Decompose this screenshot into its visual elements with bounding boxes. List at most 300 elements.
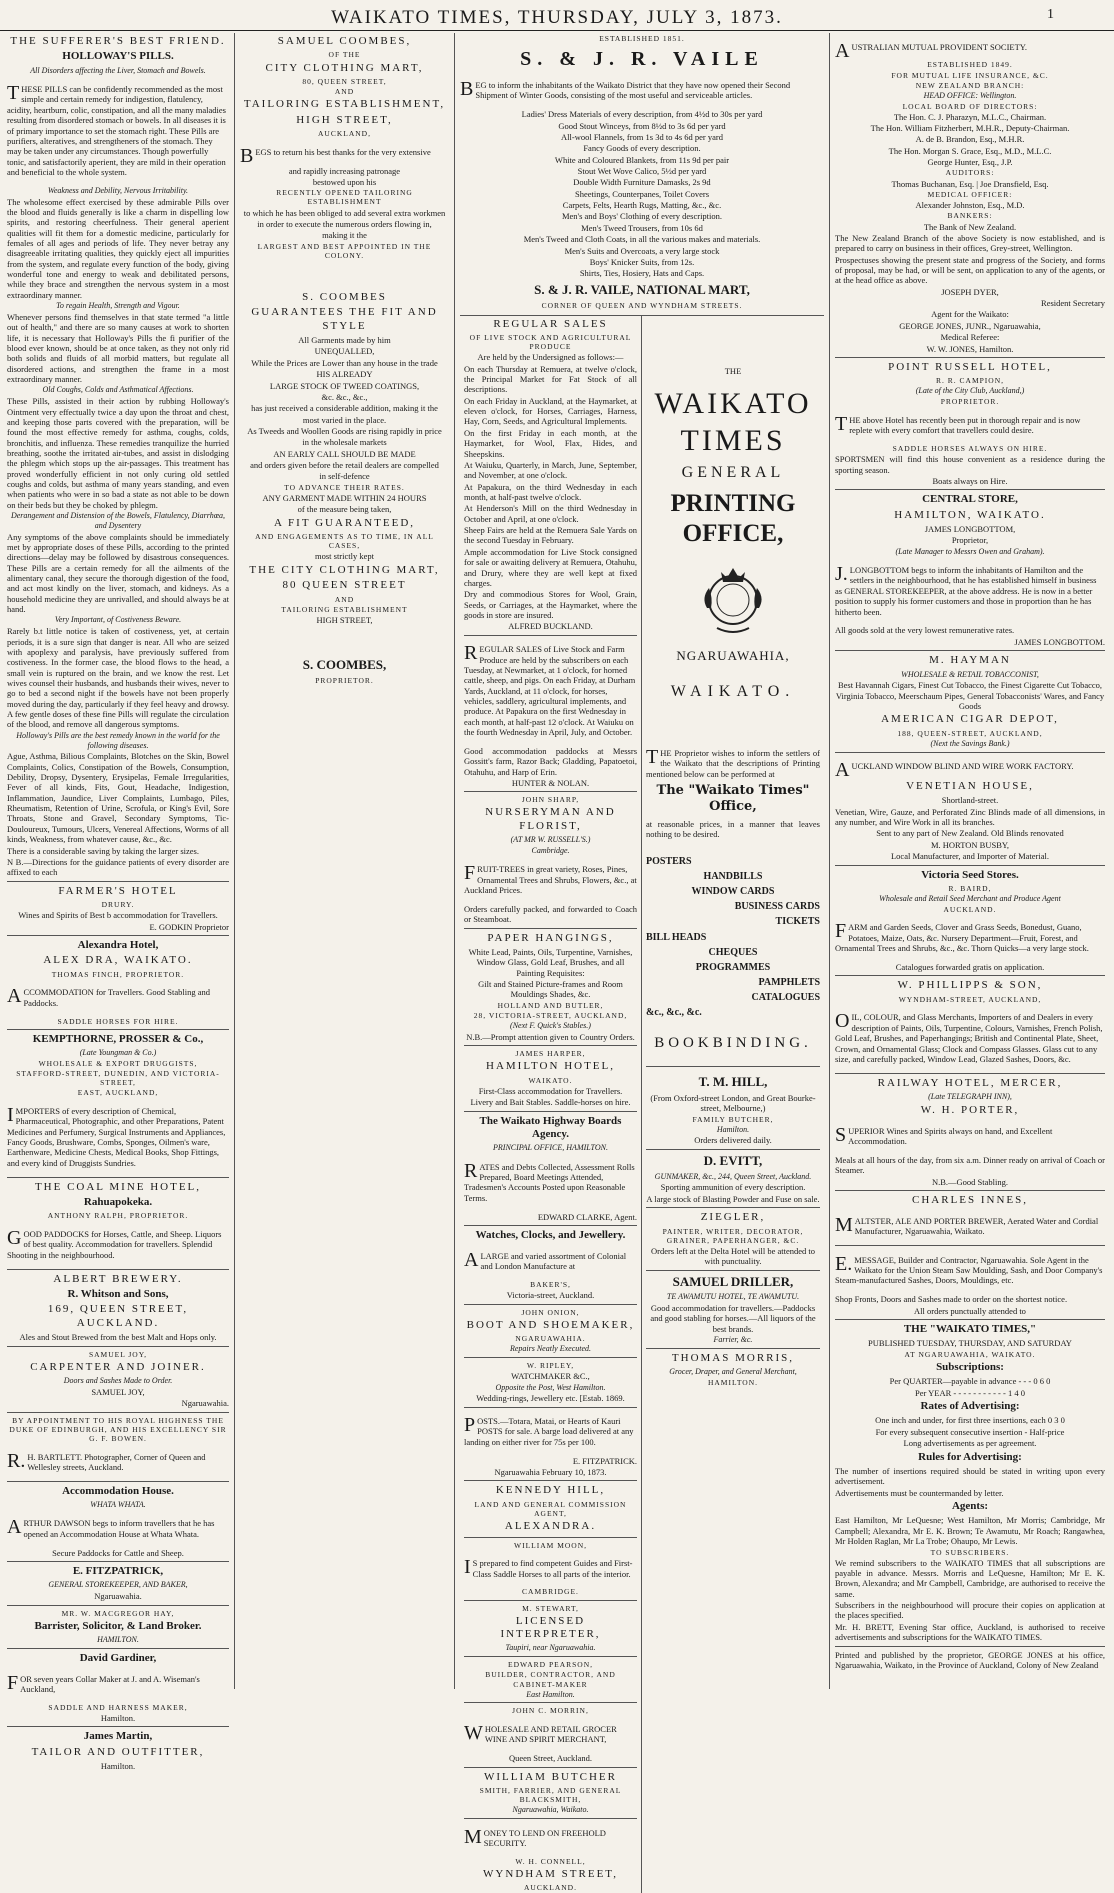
ad-text-c: N.B.—Prompt attention given to Country Orders. — [466, 1031, 635, 1042]
column-rule — [464, 1304, 637, 1305]
ad-text-sc: JOHN ONION, — [521, 1307, 580, 1317]
ad-text-hb: Rules for Advertising: — [918, 1450, 1022, 1463]
ad-text-it: HAMILTON. — [97, 1635, 139, 1645]
printing-office-title: PRINTING OFFICE, — [670, 489, 796, 548]
column-rule — [464, 1225, 637, 1226]
ad-text-dc: ACCOMMODATION for Travellers. Good Stabling and Paddocks. — [7, 985, 210, 1008]
ad-text-it: Repairs Neatly Executed. — [509, 1344, 592, 1354]
ad-text-c: Good Stout Winceys, from 8½d to 3s 6d per yard — [558, 120, 726, 131]
ad-text-it: Farrier, &c. — [713, 1335, 753, 1345]
ad-text-sc: NGARUAWAHIA. — [515, 1334, 586, 1344]
ad-text-c: While the Prices are Lower than any house in the trade — [251, 357, 438, 368]
ad-text-dc: THE above Hotel has recently been put in thorough repair and is now replete with every comfort that travellers could desire. — [835, 412, 1081, 436]
ad-text-sc: TAILORING ESTABLISHMENT — [281, 604, 408, 614]
ad-text-c: JAMES LONGBOTTOM, — [924, 524, 1016, 535]
ad-text-sc: WHOLESALE & EXPORT DRUGGISTS, — [38, 1058, 198, 1068]
ad-text-j: SPORTSMEN will find this house convenient as a residence during the sporting season. — [835, 454, 1105, 475]
ad-text-c: Alexander Johnston, Esq., M.D. — [915, 200, 1025, 211]
column-rule — [835, 1646, 1105, 1647]
ad-text-sc: LAND AND GENERAL COMMISSION AGENT, — [474, 1499, 627, 1518]
ad-text-j: Rarely b.t little notice is taken of costiveness, yet, at certain periods, it is a sure sign that danger is near. All who are seized with apoplexy and paralysis, have previously suffered from costiveness. In the former case, the blood flows to the head, a small vein is ruptured on the brain, and we know the rest. Let wives counsel their husbands, and husbands their wives, never to go to bed a second night if the bowels have not been properly moved during the day, particularly if they feel heavy and drowsy. A few gentle doses of these fine Pills will regulate the circulation of the blood, and remove all dangerous symptoms. — [7, 626, 229, 730]
ad-text-hb: KEMPTHORNE, PROSSER & Co., — [32, 1032, 204, 1045]
ad-text-c: AN EARLY CALL SHOULD BE MADE — [273, 448, 416, 459]
ad-text-dc: IMPORTERS of every description of Chemical, Pharmaceutical, Photographic, and other Preparations, Patent Medicines and Perfumery, Surgical Instruments and Appliances, Fancy Goods, Brushware, Combs, Sponges, Oilmen's ware, Earthenware, Medicine Chests, Medical Books, Shop Fittings, and every kind of Druggists Sundries. — [7, 1103, 226, 1168]
printing-item: BILL HEADS — [646, 931, 707, 943]
ad-text-sc: 80, QUEEN STREET, — [302, 76, 387, 86]
ad-text-dc: REGULAR SALES of Live Stock and Farm Produce are held by the subscribers on each Tuesday, at Newmarket, at 1 o'clock, for horned cattle, sheep, and pigs. On each Friday, at Durham Yards, Auckland, at 11 o'clock, for horses, vehicles, saddlery, agricultural implements, and produce. At Papakura on the first Wednesday in each month, at half-past 12 o'clock. At Waiuku on the fourth Wednesday in April, July, and October. — [464, 642, 636, 738]
ad-text-h: S. COOMBES — [302, 290, 387, 303]
ad-text-it: Wholesale and Retail Seed Merchant and Produce Agent — [879, 894, 1061, 904]
ad-text-sc: AUCKLAND. — [524, 1883, 577, 1893]
ad-text-h: A FIT GUARANTEED, — [273, 516, 416, 529]
ad-text-sc: OF THE — [328, 50, 361, 60]
ad-text-h: HAMILTON HOTEL, — [486, 1060, 615, 1073]
ad-text-dc: BEGS to return his best thanks for the very extensive — [240, 144, 431, 167]
ad-text-it: (Next F. Quick's Stables.) — [510, 1021, 591, 1031]
column-rule — [835, 752, 1105, 753]
ad-text-c: Good accommodation for travellers.—Paddocks and good stabling for horses.—All liquors of the best brands. — [650, 1303, 816, 1334]
column-3b-ads — [646, 1066, 820, 1387]
ad-text-c: Men's and Boys' Clothing of every description. — [561, 211, 723, 222]
ad-text-c: Ngaruawahia February 10, 1873. — [494, 1467, 607, 1478]
ad-text-c: A. de B. Brandon, Esq., M.H.R. — [915, 134, 1025, 145]
ad-text-hb: Accommodation House. — [62, 1484, 174, 1497]
ad-text-sc: AUCKLAND, — [318, 129, 371, 139]
column-rule — [7, 1648, 229, 1649]
ad-text-hb: The Waikato Highway Boards Agency. — [479, 1114, 622, 1140]
ad-text-c: Sporting ammunition of every description. — [660, 1182, 806, 1193]
ad-text-sc: EDWARD PEARSON, — [507, 1660, 593, 1670]
ad-text-c: The Hon. William Fitzherbert, M.H.R., Deputy-Chairman. — [870, 123, 1070, 134]
ad-text-h: TAILORING ESTABLISHMENT, — [243, 98, 446, 111]
ad-text-it: Holloway's Pills are the best remedy known in the world for the following diseases. — [16, 730, 220, 750]
ad-text-sc: CORNER OF QUEEN AND WYNDHAM STREETS. — [541, 300, 743, 310]
ad-text-j: Subscribers in the neighbourhood will procure their copies on application at the places specified. — [835, 1600, 1105, 1621]
ad-text-sc: CAMBRIDGE. — [522, 1587, 579, 1597]
printing-item: CHEQUES — [708, 946, 758, 958]
ad-text-c: Shirts, Ties, Hosiery, Hats and Caps. — [579, 268, 705, 279]
ad-text-c: in order to execute the numerous orders flowing in, — [257, 218, 432, 229]
ad-text-c: HIGH STREET, — [316, 614, 373, 625]
ad-text-c: Sheetings, Counterpanes, Toilet Covers — [574, 188, 710, 199]
ad-text-j: Printed and published by the proprietor, GEORGE JONES at his office, Ngaruawahia, Waikato, in the Province of Auckland, Colony of New Zealand — [835, 1649, 1105, 1670]
ad-text-sc: PROPRIETOR. — [940, 397, 1000, 407]
ad-text-sc: BY APPOINTMENT TO HIS ROYAL HIGHNESS THE DUKE OF EDINBURGH, AND HIS EXCELLENCY SIR G. F. BOWEN. — [9, 1415, 227, 1443]
column-rule — [464, 1600, 637, 1601]
column-rule — [7, 1346, 229, 1347]
ad-text-sc: SMITH, FARRIER, AND GENERAL BLACKSMITH, — [479, 1786, 622, 1805]
ad-text-dc: J.LONGBOTTOM begs to inform the inhabitants of Hamilton and the settlers in the neighbourhood, that he has established himself in business as GENERAL STOREKEEPER, at the above address. He is now in a better position to supply his former customers and those in proportion than he has hitherto been. — [835, 563, 1097, 617]
ad-text-sc: THOMAS FINCH, PROPRIETOR. — [51, 969, 185, 979]
ad-text-c: HUNTER & NOLAN. — [511, 777, 590, 788]
ad-text-sc: MR. W. MACGREGOR HAY, — [61, 1608, 175, 1618]
ad-text-c: and rapidly increasing patronage — [288, 165, 401, 176]
ad-text-sc: R. R. CAMPION, — [936, 376, 1004, 386]
ad-text-r: Resident Secretary — [1041, 298, 1105, 309]
ad-text-c: Stout Wet Wove Calico, 5½d per yard — [577, 166, 707, 177]
ad-text-c: All orders punctually attended to — [914, 1305, 1026, 1316]
ad-text-j: At Henderson's Mill on the third Wednesday in October and April, at one o'clock. — [464, 503, 637, 524]
ad-text-h: THE COAL MINE HOTEL, — [34, 1180, 202, 1193]
column-rule — [464, 1407, 637, 1408]
ad-text-sc: OF LIVE STOCK AND AGRICULTURAL PRODUCE — [469, 333, 632, 352]
ad-text-h: THE SUFFERER'S BEST FRIEND. — [10, 35, 226, 47]
ad-text-c: to which he has been obliged to add several extra workmen — [243, 207, 446, 218]
ad-text-c: in self-defence — [319, 471, 370, 482]
ad-text-h: GUARANTEES THE FIT AND STYLE — [251, 306, 438, 332]
ad-text-dc: ALARGE and varied assortment of Colonial and London Manufacture at — [464, 1248, 627, 1272]
ad-text-dc: BEG to inform the inhabitants of the Waikato District that they have now opened their Second Shipment of Winter Goods, consisting of the most useful and serviceable articles. — [460, 78, 791, 101]
ad-text-hb: Rahuapokeka. — [83, 1196, 153, 1208]
ad-text-j: Dry and commodious Stores for Wool, Grain, Seeds, or Carriages, at the Haymarket, where the goods in store are insured. — [464, 589, 637, 620]
ad-text-c: Medical Referee: — [940, 332, 1000, 343]
ad-text-sc: PAINTER, WRITER, DECORATOR, GRAINER, PAPERHANGER, &C. — [662, 1226, 804, 1245]
ad-text-it: Derangement and Distension of the Bowels, Flatulency, Diarrhœa, and Dysentery — [10, 511, 226, 530]
column-rule — [7, 881, 229, 882]
ad-text-dc: POSTS.—Totara, Matai, or Hearts of Kauri POSTS for sale. A barge load delivered at any landing on either river for 75s per 100. — [464, 1414, 634, 1447]
ad-text-it: (Late Manager to Messrs Owen and Graham). — [895, 546, 1045, 556]
ad-text-c: N.B.—Good Stabling. — [931, 1176, 1009, 1187]
ad-text-sc: R. BAIRD, — [948, 883, 992, 893]
ad-text-it: Grocer, Draper, and General Merchant, — [669, 1367, 797, 1377]
column-3a — [460, 316, 642, 1893]
ad-text-sc: BUILDER, CONTRACTOR, AND CABINET-MAKER — [485, 1670, 616, 1689]
ad-text-c: most strictly kept — [314, 551, 375, 562]
ad-text-c: Gilt and Stained Picture-frames and Room Mouldings Shades, &c. — [478, 979, 623, 1000]
ad-text-dc: MALTSTER, ALE AND PORTER BREWER, Aerated Water and Cordial Manufacturer, Ngaruawahia, Waikato. — [835, 1214, 1099, 1237]
ad-text-c: Best Havannah Cigars, Finest Cut Tobacco, the Finest Cigarette Cut Tobacco, Virginia Tobacco, Meerschaum Pipes, General Tobacconists' Wares, and Fancy Goods — [835, 680, 1105, 711]
ad-text-sc: DRURY. — [101, 900, 135, 910]
ad-text-c: PUBLISHED TUESDAY, THURSDAY, AND SATURDAY — [868, 1338, 1072, 1349]
ad-text-c: Carpets, Felts, Hearth Rugs, Matting, &c., &c. — [562, 200, 722, 211]
ad-text-sc: JOHN C. MORRIN, — [512, 1706, 589, 1716]
ad-text-it: (Late of the City Club, Auckland,) — [915, 386, 1025, 396]
ad-text-h: BOOT AND SHOEMAKER, — [466, 1318, 635, 1331]
ad-text-sc: HAMILTON. — [707, 1378, 759, 1388]
ad-text-j: Mr. H. BRETT, Evening Star office, Auckland, is authorised to receive advertisements and subscriptions for the WAIKATO TIMES. — [835, 1621, 1105, 1643]
ad-text-sc: RECENTLY OPENED TAILORING ESTABLISHMENT — [276, 188, 413, 207]
printing-item: POSTERS — [646, 855, 692, 867]
column-rule — [835, 1190, 1105, 1191]
ad-text-sc: M. STEWART, — [522, 1603, 579, 1613]
ad-text-it: To regain Health, Strength and Vigour. — [56, 301, 180, 311]
column-rule — [646, 1149, 820, 1150]
ad-text-it: (Next the Savings Bank.) — [930, 738, 1010, 748]
printing-office-advertisement — [642, 316, 824, 1893]
ad-text-sc: W. RIPLEY, — [526, 1361, 575, 1371]
printing-office-name: The "Waikato Times" Office, — [656, 783, 810, 815]
column-rule — [646, 1348, 820, 1349]
ad-text-sc: 28, VICTORIA-STREET, AUCKLAND, — [473, 1010, 628, 1020]
ad-text-hb: Rates of Advertising: — [920, 1400, 1020, 1413]
column-rule — [7, 1481, 229, 1482]
ad-text-sc: MEDICAL OFFICER: — [927, 189, 1013, 199]
ad-text-j: East Hamilton, Mr LeQuesne; West Hamilton, Mr Morris; Cambridge, Mr Campbell; Alexandra, Mr E. K. Brown; Te Awamutu, Mr Roach; Rangawhea, Mr Holden Raglan, Mr La Trobe; Ohaupo, Mr Lewis. — [835, 1515, 1105, 1547]
ad-text-c: in the wholesale markets — [302, 437, 387, 448]
ad-text-sc: SADDLE HORSES ALWAYS ON HIRE. — [892, 444, 1048, 454]
ad-text-c: M. HORTON BUSBY, — [930, 839, 1010, 850]
ad-text-hb: E. FITZPATRICK, — [72, 1565, 164, 1577]
ad-text-sc: STAFFORD-STREET, DUNEDIN, AND VICTORIA-STREET, — [16, 1069, 220, 1088]
ad-text-h: REGULAR SALES — [493, 317, 608, 330]
printing-item: WINDOW CARDS — [691, 885, 775, 897]
ad-text-c: Wines and Spirits of Best b accommodation for Travellers. — [18, 910, 218, 921]
ad-text-r: JAMES LONGBOTTOM. — [1014, 636, 1105, 647]
ad-text-sc: JAMES HARPER, — [515, 1049, 586, 1059]
ad-text-j: Meals at all hours of the day, from six a.m. Dinner ready on arrival of Coach or Steamer. — [835, 1155, 1105, 1176]
column-2 — [235, 33, 455, 1689]
ad-text-c: A large stock of Blasting Powder and Fuse on sale. — [646, 1193, 820, 1204]
ad-text-it: Hamilton. — [716, 1124, 750, 1134]
ad-text-sc: JOHN SHARP, — [521, 795, 580, 805]
ad-text-c: Ladies' Dress Materials of every description, from 4½d to 30s per yard — [521, 109, 763, 120]
ad-text-j: Ample accommodation for Live Stock consigned for sale or awaiting delivery at Remuera, Otahuhu, and Drury, where they are well kept at fixed charges. — [464, 546, 637, 588]
royal-crest-icon — [646, 558, 820, 638]
printing-intro: THE Proprietor wishes to inform the settlers of the Waikato that the descriptions of Printing mentioned below can be performed at — [646, 746, 820, 779]
column-rule — [464, 1537, 637, 1538]
ad-text-c: has just received a considerable addition, making it the — [251, 403, 438, 414]
ad-text-h: FARMER'S HOTEL — [58, 884, 178, 897]
column-rule — [7, 1412, 229, 1413]
column-rule — [835, 1245, 1105, 1246]
ad-text-c: bestowed upon his — [312, 176, 377, 187]
ad-text-c: Livery and Bait Stables. Saddle-horses on hire. — [470, 1097, 631, 1108]
printing-item: PAMPHLETS — [758, 977, 820, 989]
ad-text-c: of the measure being taken, — [297, 504, 392, 515]
column-rule — [835, 650, 1105, 651]
ad-text-hb: R. Whitson and Sons, — [67, 1288, 169, 1301]
ad-text-h: KENNEDY HILL, — [495, 1484, 606, 1497]
ad-text-sc: WAIKATO. — [528, 1075, 573, 1085]
ad-text-sc: 188, QUEEN-STREET, AUCKLAND, — [897, 728, 1043, 738]
ad-text-hb: Agents: — [951, 1500, 989, 1513]
ad-text-hb: Alexandra Hotel, — [77, 938, 159, 951]
ad-text-sc: LARGEST AND BEST APPOINTED IN THE COLONY. — [257, 241, 432, 260]
ad-text-hm: D. EVITT, — [703, 1152, 763, 1168]
column-rule — [7, 935, 229, 936]
ad-text-dc: E.MESSAGE, Builder and Contractor, Ngaruawahia. Sole Agent in the Waikato for the Union Steam Saw Moulding, Sash, and Door Company's Steam-manufactured Sashes, Doors, Mouldings, etc. — [835, 1252, 1103, 1286]
ad-text-dc: FRUIT-TREES in great variety, Roses, Pines, Ornamental Trees and Shrubs, Flowers, &c., at Auckland Prices. — [464, 862, 637, 896]
ad-text-dc: AUSTRALIAN MUTUAL PROVIDENT SOCIETY. — [835, 39, 1027, 62]
ad-text-j: Advertisements must be countermanded by letter. — [835, 1487, 1004, 1498]
ad-text-j: The wholesome effect exercised by these admirable Pills over the blood and fluids generally is like a charm in dispelling low spirits, and restoring cheerfulness. Their general aperient qualities will fit them for a domestic medicine, particularly for females of all ages and periods of life. They never betray any disagreeable irritating qualities, they quickly eject all impurities from the system, and regulate every function of the body, giving wonderful tone and energy to weak and debilitated persons, while they brace and strengthen the nervous system in a most extraordinary manner. — [7, 196, 229, 300]
ad-text-c: making it the — [322, 230, 367, 241]
column-rule — [464, 928, 637, 929]
ad-text-it: Taupiri, near Ngaruawahia. — [505, 1643, 596, 1653]
ad-text-c: JOSEPH DYER, — [941, 286, 999, 297]
ad-text-c: Hamilton. — [100, 1713, 136, 1724]
column-rule — [7, 1726, 229, 1727]
masthead — [0, 0, 1114, 31]
ad-text-sc: BAKER'S, — [530, 1280, 571, 1290]
ad-text-j: On the first Friday in each month, at the Haymarket, for Wool, Flax, Hides, and Sheepskins. — [464, 427, 637, 459]
column-3-split — [460, 316, 824, 1893]
column-rule — [7, 1029, 229, 1030]
ad-text-h: RAILWAY HOTEL, MERCER, — [877, 1076, 1063, 1089]
ad-text-h: THE CITY CLOTHING MART, — [249, 563, 440, 576]
ad-text-c: Fancy Goods of every description. — [583, 143, 701, 154]
ad-text-it: WHOLESALE & RETAIL TOBACCONIST, — [901, 669, 1039, 679]
ad-text-h: AMERICAN CIGAR DEPOT, — [881, 713, 1059, 726]
ad-text-it: (Late TELEGRAPH INN), — [928, 1092, 1012, 1102]
ad-text-hb: Barrister, Solicitor, & Land Broker. — [34, 1619, 202, 1632]
ad-text-c: Long advertisements as per agreement. — [903, 1438, 1037, 1449]
columns — [0, 31, 1114, 1893]
ad-text-j: Shop Fronts, Doors and Sashes made to order on the shortest notice. — [835, 1294, 1068, 1305]
ad-text-j: Any symptoms of the above complaints should be immediately met by appropriate doses of these Pills, according to the printed directions—delay may be followed by disastrous consequences. These Pills are a certain remedy for all the ailments of the alimentary canal, they secure the thorough digestion of the food, and act most kindly on the liver, stomach, and kidneys. As a household medicine they are unrivalled, and should always be at hand. — [7, 531, 229, 615]
ad-text-it: Opposite the Post, West Hamilton. — [495, 1382, 606, 1392]
ad-text-c: Per YEAR - - - - - - - - - - - 1 4 0 — [915, 1387, 1025, 1398]
ad-text-j: Sheep Fairs are held at the Remuera Sale Yards on the second Tuesday in February. — [464, 525, 637, 546]
ad-text-it: All Disorders affecting the Liver, Stomach and Bowels. — [30, 65, 206, 75]
ad-text-h: TAILOR AND OUTFITTER, — [31, 1745, 205, 1758]
ad-text-c: The Hon. C. J. Pharazyn, M.L.C., Chairman. — [893, 111, 1047, 122]
column-rule — [464, 1656, 637, 1657]
column-rule — [835, 1319, 1105, 1320]
ad-text-it: Weakness and Debility, Nervous Irritability. — [47, 185, 189, 195]
ad-text-j: N B.—Directions for the guidance patients of every disorder are affixed to each — [7, 856, 229, 878]
ad-text-hm: T. M. HILL, — [698, 1073, 768, 1089]
ad-text-j: At Waiuku, Quarterly, in March, June, September, and November, at one o'clock. — [464, 459, 637, 481]
ad-text-h: CITY CLOTHING MART, — [265, 61, 424, 74]
column-rule — [835, 1073, 1105, 1074]
ad-text-c: Proprietor, — [951, 535, 989, 546]
ad-text-h: W. H. PORTER, — [920, 1103, 1020, 1116]
ad-text-sc: HOLLAND AND BUTLER, — [497, 1000, 604, 1010]
ad-text-r: EDWARD CLARKE, Agent. — [537, 1211, 637, 1222]
printing-the: THE — [724, 365, 742, 376]
printing-item: &c., &c., &c. — [646, 1007, 702, 1019]
ad-text-h: ALBERT BREWERY. — [53, 1272, 183, 1285]
ad-text-sc: ESTABLISHED 1849. — [927, 60, 1013, 70]
ad-text-it: Ngaruawahia, Waikato. — [512, 1805, 589, 1815]
ad-text-c: Sent to any part of New Zealand. Old Blinds renovated — [876, 828, 1064, 839]
ad-text-dc: MONEY TO LEND ON FREEHOLD SECURITY. — [464, 1825, 606, 1848]
column-rule — [464, 1818, 637, 1819]
ad-text-h: POINT RUSSELL HOTEL, — [888, 360, 1052, 373]
ad-text-c: All Garments made by him — [298, 335, 391, 346]
ad-text-c: Victoria-street, Auckland. — [506, 1290, 595, 1301]
ad-text-it: PRINCIPAL OFFICE, HAMILTON. — [493, 1143, 608, 1153]
ad-text-it: WHATA WHATA. — [90, 1500, 146, 1510]
printing-item: CATALOGUES — [751, 992, 820, 1004]
ad-text-hm: SAMUEL DRILLER, — [672, 1273, 794, 1289]
ad-text-it: (Late Youngman & Co.) — [79, 1048, 157, 1058]
ad-text-h: HIGH STREET, — [296, 113, 393, 126]
ad-text-it: East Hamilton. — [526, 1689, 575, 1699]
ad-text-h: ALEXANDRA. — [504, 1520, 597, 1533]
ad-text-j: At Papakura, on the third Wednesday in each month, at half-past twelve o'clock. — [464, 481, 637, 502]
ad-text-hb: HOLLOWAY'S PILLS. — [62, 50, 174, 63]
printing-district: WAIKATO. — [670, 682, 796, 700]
ad-text-c: Boats always on Hire. — [932, 475, 1008, 486]
ad-text-c: Men's Suits and Overcoats, a very large stock — [564, 245, 720, 256]
ad-text-h: PAPER HANGINGS, — [487, 931, 614, 944]
ad-text-r: E. FITZPATRICK. — [572, 1455, 637, 1466]
column-rule — [7, 1561, 229, 1562]
page-title: WAIKATO TIMES, THURSDAY, JULY 3, 1873. — [331, 7, 783, 28]
column-rule — [464, 1045, 637, 1046]
ad-text-c: UNEQUALLED, — [314, 346, 375, 357]
ad-text-h: ALEX DRA, WAIKATO. — [43, 954, 193, 967]
spacer — [240, 261, 449, 289]
ad-text-c: GEORGE JONES, JUNR., Ngaruawahia, — [899, 320, 1041, 331]
ad-text-sc: SADDLE AND HARNESS MAKER, — [48, 1702, 188, 1712]
ad-text-sc: AND — [334, 594, 355, 604]
ad-text-c: &c. &c., &c., — [321, 391, 368, 402]
ad-text-sc: WYNDHAM-STREET, AUCKLAND, — [898, 994, 1042, 1004]
ad-text-sc: ESTABLISHED 1851. — [599, 34, 685, 43]
ad-text-it: Very Important, of Costiveness Beware. — [54, 615, 182, 625]
ad-text-it: TE AWAMUTU HOTEL, TE AWAMUTU. — [666, 1292, 800, 1302]
ad-text-it: Old Coughs, Colds and Asthmatical Affections. — [42, 385, 194, 395]
ad-text-sc: SADDLE HORSES FOR HIRE. — [57, 1016, 179, 1026]
ad-text-dc: WHOLESALE AND RETAIL GROCER WINE AND SPIRIT MERCHANT, — [464, 1722, 617, 1745]
ad-text-it: HEAD OFFICE: Wellington. — [923, 90, 1017, 100]
ad-text-c: most varied in the place. — [302, 414, 387, 425]
ad-text-c: Double Width Furniture Damasks, 2s 9d — [573, 177, 711, 188]
ad-text-sc: AND — [334, 87, 355, 97]
printing-item: TICKETS — [775, 916, 820, 928]
ad-text-h: WYNDHAM STREET, — [483, 1867, 618, 1880]
ad-text-hl: S. & J. R. VAILE — [520, 48, 764, 71]
printing-items — [646, 856, 820, 1020]
ad-text-c: WATCHMAKER &C., — [511, 1371, 590, 1382]
ad-text-r: E. GODKIN Proprietor — [149, 921, 229, 932]
ad-text-hb: Subscriptions: — [936, 1360, 1004, 1373]
ad-text-dc: IS prepared to find competent Guides and First-Class Saddle Horses to all parts of the interior. — [464, 1556, 633, 1579]
printing-name: WAIKATO TIMES — [654, 387, 812, 457]
ad-text-h: WILLIAM BUTCHER — [484, 1770, 617, 1783]
ad-text-j: These Pills, assisted in their action by rubbing Holloway's Ointment very effectually twice a day upon the throat and chest, and keeping those parts covered with the preparation, will be found the most effective remedy for asthma, coughs, colds, bronchitis, and influenza. These remedies tranquilize the hurried breathing, soothe the irritated air-tubes, and assist in dislodging the phlegm which stops up the air-passages. This treatment has proved wonderfully efficient in not only curing old settled coughs and colds, but asthma of many years standing, and even when patients who were in so bad a state as not able to be down on their beds but they be choked by phlegm. — [7, 396, 229, 510]
ad-text-j: We remind subscribers to the WAIKATO TIMES that all subscriptions are payable in advance. Messrs. Morris and LeQuesne, Hamilton; Mr E. K. Brown, Alexandra; and Mr Campbell, Cambridge, are authorised to receive the same. — [835, 1557, 1105, 1599]
printing-terms: at reasonable prices, in a manner that leaves nothing to be desired. — [646, 818, 820, 840]
ad-text-c: Are held by the Undersigned as follows:— — [477, 352, 624, 363]
ad-text-c: For every subsequent consecutive insertion - Half-price — [875, 1426, 1065, 1437]
ad-text-dc: FOR seven years Collar Maker at J. and A. Wiseman's Auckland, — [7, 1671, 200, 1695]
ad-text-c: The Hon. Morgan S. Grace, Esq., M.D., M.L.C. — [888, 145, 1052, 156]
ad-text-sc: WILLIAM MOON, — [514, 1540, 587, 1550]
column-rule — [835, 357, 1105, 358]
ad-text-j: The New Zealand Branch of the above Society is now established, and is prepared to carry on business in their offices, Grey-street, Wellington. — [835, 232, 1105, 254]
printing-bookbinding: BOOKBINDING. — [654, 1034, 812, 1051]
ad-text-c: ALFRED BUCKLAND. — [508, 621, 593, 632]
printing-item: PROGRAMMES — [695, 961, 771, 973]
ad-text-j: Venetian, Wire, Gauze, and Perforated Zinc Blinds made of all dimensions, in any number, and Wire Work in all its branches. — [835, 806, 1105, 828]
ad-text-dc: R.H. BARTLETT. Photographer, Corner of Queen and Wellesley streets, Auckland. — [7, 1449, 206, 1472]
ad-text-c: Ales and Stout Brewed from the best Malt and Hops only. — [19, 1332, 217, 1343]
ad-text-c: HIS ALREADY — [316, 369, 373, 380]
column-rule — [464, 1111, 637, 1112]
spacer — [240, 626, 449, 654]
ad-text-c: The Bank of New Zealand. — [923, 221, 1017, 232]
ad-text-h: 80 QUEEN STREET — [282, 579, 407, 592]
ad-text-sc: AUCKLAND. — [943, 904, 997, 914]
ad-text-c: All-wool Flannels, from 1s 3d to 4s 6d per yard — [561, 131, 723, 142]
ad-text-j: There is a considerable saving by taking the larger sizes. — [7, 845, 199, 856]
column-rule — [464, 1702, 637, 1703]
ad-text-hm: S. & J. R. VAILE, NATIONAL MART, — [534, 281, 750, 297]
ad-text-sc: PROPRIETOR. — [315, 676, 374, 686]
ad-text-r: Ngaruawahia. — [181, 1398, 229, 1409]
ad-text-c: Men's Tweed and Cloth Coats, in all the various makes and materials. — [523, 234, 761, 245]
ad-text-it: Doors and Sashes Made to Order. — [63, 1376, 173, 1386]
ad-text-sc: TO ADVANCE THEIR RATES. — [284, 482, 405, 492]
ad-text-c: Boys' Knicker Suits, from 12s. — [589, 256, 695, 267]
ad-text-h: VENETIAN HOUSE, — [906, 779, 1034, 792]
ad-text-sc: BANKERS: — [947, 211, 993, 221]
ad-text-sc: AT NGARUAWAHIA, WAIKATO. — [904, 1349, 1036, 1359]
